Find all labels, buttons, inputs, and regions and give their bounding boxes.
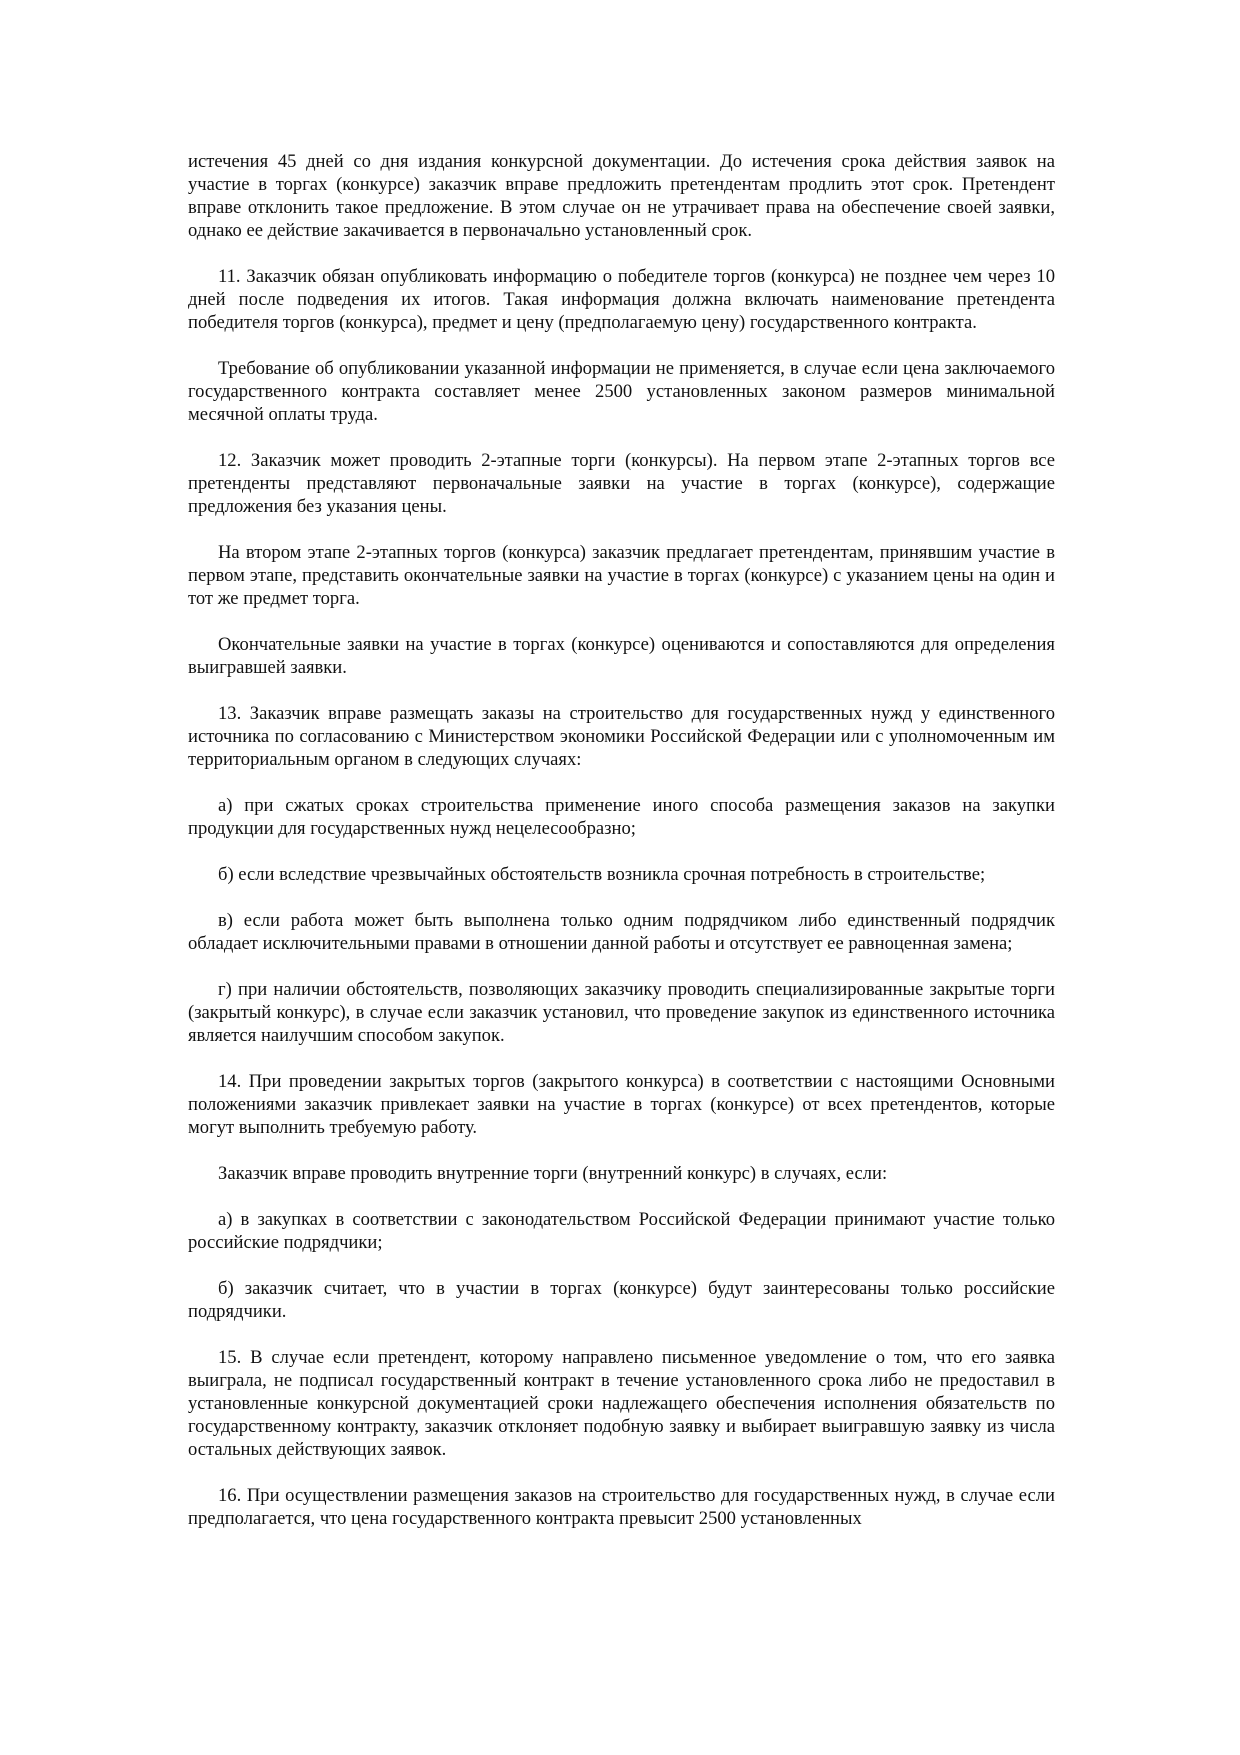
- paragraph-item-14-a: а) в закупках в соответствии с законодательством Российской Федерации принимают участие только российские подрядчики;: [188, 1209, 1055, 1253]
- paragraph-item-15: 15. В случае если претендент, которому направлено письменное уведомление о том, что его заявка выиграла, не подписал государственный контракт в течение установленного срока либо не предоставил в установленные конкурсной документацией сроки надлежащего обеспечения исполнения обязательств по государственному контракту, заказчик отклоняет подобную заявку и выбирает выигравшую заявку из числа остальных действующих заявок.: [188, 1347, 1055, 1460]
- paragraph-item-13-g: г) при наличии обстоятельств, позволяющих заказчику проводить специализированные закрытые торги (закрытый конкурс), в случае если заказчик установил, что проведение закупок из единственного источника является наилучшим способом закупок.: [188, 979, 1055, 1046]
- paragraph-item-11: 11. Заказчик обязан опубликовать информацию о победителе торгов (конкурса) не позднее чем через 10 дней после подведения их итогов. Такая информация должна включать наименование претендента победителя торгов (конкурса), предмет и цену (предполагаемую цену) государственного контракта.: [188, 266, 1055, 333]
- paragraph-item-14-b: б) заказчик считает, что в участии в торгах (конкурсе) будут заинтересованы только российские подрядчики.: [188, 1278, 1055, 1322]
- paragraph-item-12: 12. Заказчик может проводить 2-этапные торги (конкурсы). На первом этапе 2-этапных торгов все претенденты представляют первоначальные заявки на участие в торгах (конкурсе), содержащие предложения без указания цены.: [188, 450, 1055, 517]
- paragraph-continuation: истечения 45 дней со дня издания конкурсной документации. До истечения срока действия заявок на участие в торгах (конкурсе) заказчик вправе предложить претендентам продлить этот срок. Претендент вправе отклонить такое предложение. В этом случае он не утрачивает права на обеспечение своей заявки, однако ее действие закачивается в первоначально установленный срок.: [188, 151, 1055, 241]
- paragraph-item-13: 13. Заказчик вправе размещать заказы на строительство для государственных нужд у единственного источника по согласованию с Министерством экономики Российской Федерации или с уполномоченным им территориальным органом в следующих случаях:: [188, 703, 1055, 770]
- paragraph-item-14-internal: Заказчик вправе проводить внутренние торги (внутренний конкурс) в случаях, если:: [218, 1163, 888, 1184]
- paragraph-item-14: 14. При проведении закрытых торгов (закрытого конкурса) в соответствии с настоящими Основными положениями заказчик привлекает заявки на участие в торгах (конкурсе) от всех претендентов, которые могут выполнить требуемую работу.: [188, 1071, 1055, 1138]
- document-page: [188, 150, 1055, 1530]
- paragraph-item-12-final: Окончательные заявки на участие в торгах (конкурсе) оцениваются и сопоставляются для определения выигравшей заявки.: [188, 634, 1055, 678]
- paragraph-item-13-a: а) при сжатых сроках строительства применение иного способа размещения заказов на закупки продукции для государственных нужд нецелесообразно;: [188, 795, 1055, 839]
- paragraph-item-13-v: в) если работа может быть выполнена только одним подрядчиком либо единственный подрядчик обладает исключительными правами в отношении данной работы и отсутствует ее равноценная замена;: [188, 910, 1055, 954]
- paragraph-item-11-note: Требование об опубликовании указанной информации не применяется, в случае если цена заключаемого государственного контракта составляет менее 2500 установленных законом размеров минимальной месячной оплаты труда.: [188, 358, 1055, 425]
- paragraph-item-12-stage-two: На втором этапе 2-этапных торгов (конкурса) заказчик предлагает претендентам, принявшим участие в первом этапе, представить окончательные заявки на участие в торгах (конкурсе) с указанием цены на один и тот же предмет торга.: [188, 542, 1055, 609]
- paragraph-item-13-b: б) если вследствие чрезвычайных обстоятельств возникла срочная потребность в строительстве;: [218, 864, 986, 885]
- paragraph-item-16: 16. При осуществлении размещения заказов на строительство для государственных нужд, в случае если предполагается, что цена государственного контракта превысит 2500 установленных: [188, 1485, 1055, 1529]
